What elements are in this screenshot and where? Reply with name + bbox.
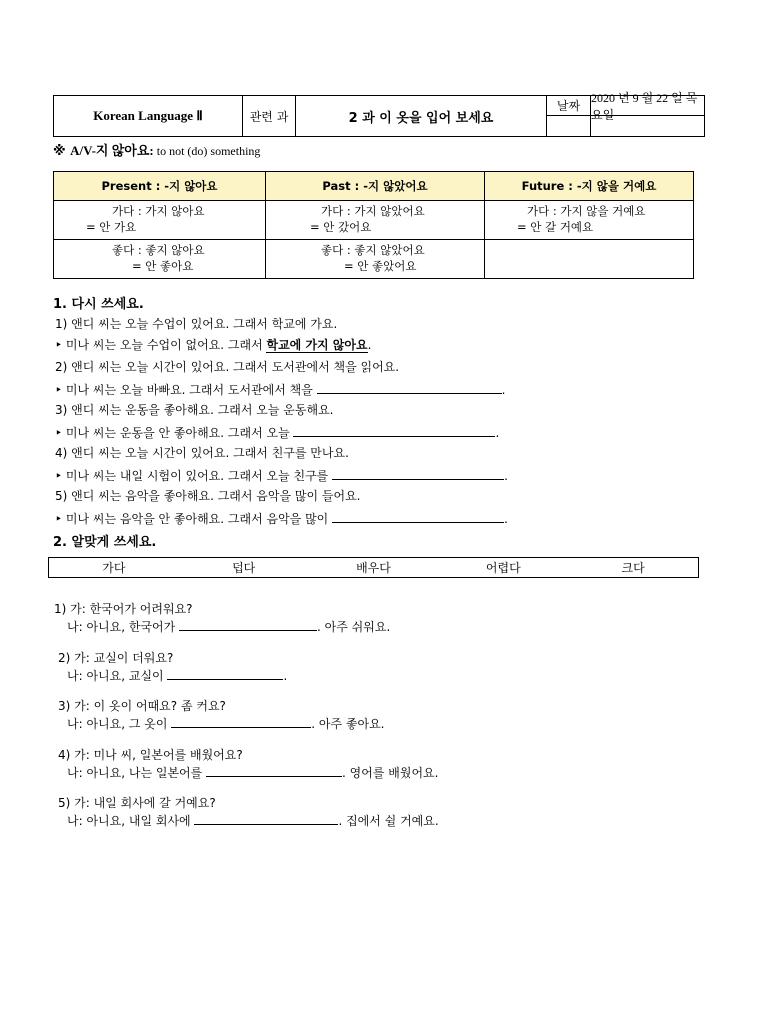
word-bank-item: 어렵다 [485,561,521,575]
answer-suffix: . 아주 쉬워요. [317,620,391,634]
cell-future-empty [485,240,694,279]
cell-line: = 안 좋았어요 [344,259,417,273]
answer-blank[interactable] [206,763,342,777]
course-name: Korean Language Ⅱ [54,96,243,136]
answer-prefix: ‣ 미나 씨는 운동을 안 좋아해요. 그래서 오늘 [55,426,294,440]
column-header-past: Past : -지 않았어요 [266,172,485,201]
answer-prefix: ‣ 미나 씨는 음악을 안 좋아해요. 그래서 음악을 많이 [55,512,333,526]
s2-answer-5 [67,811,439,829]
answer-prefix: ‣ 미나 씨는 내일 시험이 있어요. 그래서 오늘 친구를 [55,469,333,483]
cell-line: = 안 갔어요 [310,220,372,234]
cell-line: 가다 : 가지 않아요 [112,204,205,218]
date-label: 날짜 [547,96,591,116]
answer-suffix: . [283,669,288,683]
cell-line: 가다 : 가지 않을 거예요 [527,204,646,218]
cell-line: 좋다 : 좋지 않아요 [112,243,205,257]
s1-question-1: 1) 앤디 씨는 오늘 수업이 있어요. 그래서 학교에 가요. [55,317,338,331]
word-bank-item: 덥다 [232,561,256,575]
answer-suffix: . [504,469,508,483]
answer-blank[interactable] [332,466,504,480]
header-table [53,90,705,137]
s1-question-2: 2) 앤디 씨는 오늘 시간이 있어요. 그래서 도서관에서 책을 읽어요. [55,360,400,374]
lesson-title: 2 과 이 옷을 입어 보세요 [296,96,547,136]
s1-answer-1 [55,337,371,353]
answer-suffix: . 영어를 배웠어요. [342,766,439,780]
cell-past-gada [266,201,485,240]
s2-answer-2 [67,666,287,684]
column-header-present: Present : -지 않아요 [54,172,266,201]
s2-question-2: 2) 가: 교실이 더워요? [58,651,174,665]
cell-present-gada [54,201,266,240]
answer-suffix: . [495,426,500,440]
cell-present-jota [54,240,266,279]
cell-line: 좋다 : 좋지 않았어요 [321,243,425,257]
answer-prefix: 나: 아니요, 한국어가 [67,620,180,634]
word-bank-item: 크다 [621,561,645,575]
answer-suffix: . [367,338,372,352]
answer-suffix: . 집에서 쉴 거예요. [338,814,439,828]
s1-question-3: 3) 앤디 씨는 운동을 좋아해요. 그래서 오늘 운동해요. [55,403,334,417]
answer-blank[interactable] [317,380,502,394]
answer-suffix: . [504,512,508,526]
s1-question-5: 5) 앤디 씨는 음악을 좋아해요. 그래서 음악을 많이 들어요. [55,489,361,503]
answer-blank[interactable] [194,811,338,825]
grammar-table [53,171,694,279]
answer-prefix: 나: 아니요, 내일 회사에 [67,814,195,828]
answer-blank[interactable] [171,714,311,728]
cell-line: = 안 좋아요 [132,259,194,273]
date-value: 2020 년 9 월 22 일 목요일 [591,96,704,116]
s1-answer-5 [55,509,508,527]
grammar-title [53,140,260,159]
section2-title: 2. 알맞게 쓰세요. [53,535,157,550]
date-value-blank [591,116,704,136]
s2-question-1: 1) 가: 한국어가 어려워요? [54,602,193,616]
grammar-meaning: to not (do) something [153,144,261,158]
s2-answer-3 [67,714,384,732]
s2-question-3: 3) 가: 이 옷이 어때요? 좀 커요? [58,699,226,713]
answer-prefix: 나: 아니요, 그 옷이 [67,717,172,731]
s1-answer-3 [55,423,499,441]
cell-line: = 안 가요 [86,220,137,234]
related-lesson-label: 관련 과 [243,96,296,136]
cell-line: = 안 갈 거예요 [517,220,594,234]
cell-future-gada [485,201,694,240]
s1-answer-2 [55,380,506,398]
answer-suffix: . [501,383,506,397]
answer-prefix: ‣ 미나 씨는 오늘 바빠요. 그래서 도서관에서 책을 [55,383,317,397]
answer-suffix: . 아주 좋아요. [311,717,385,731]
s2-answer-4 [67,763,438,781]
cell-line: 가다 : 가지 않았어요 [321,204,425,218]
grammar-pattern: A/V-지 않아요: [70,143,154,158]
word-bank-item: 배우다 [356,561,391,575]
answer-blank[interactable] [293,423,495,437]
s2-answer-1 [67,617,390,635]
word-bank-item: 가다 [102,561,126,575]
date-label-blank [547,116,591,136]
column-header-future: Future : -지 않을 거예요 [485,172,694,201]
s2-question-5: 5) 가: 내일 회사에 갈 거예요? [58,796,216,810]
answer-prefix: 나: 아니요, 나는 일본어를 [67,766,207,780]
example-answer [266,338,367,353]
cell-past-jota [266,240,485,279]
answer-blank[interactable] [179,617,317,631]
s2-question-4: 4) 가: 미나 씨, 일본어를 배웠어요? [58,748,243,762]
s1-question-4: 4) 앤디 씨는 오늘 시간이 있어요. 그래서 친구를 만나요. [55,446,349,460]
example-answer-text: 학교에 가지 않아요 [266,338,368,352]
section1-title: 1. 다시 쓰세요. [53,297,144,312]
answer-prefix: 나: 아니요, 교실이 [67,669,168,683]
answer-blank[interactable] [332,509,504,523]
reference-mark: ※ [53,144,71,159]
s1-answer-4 [55,466,508,484]
answer-prefix: ‣ 미나 씨는 오늘 수업이 없어요. 그래서 [55,338,267,352]
answer-blank[interactable] [167,666,283,680]
word-bank [48,557,699,578]
